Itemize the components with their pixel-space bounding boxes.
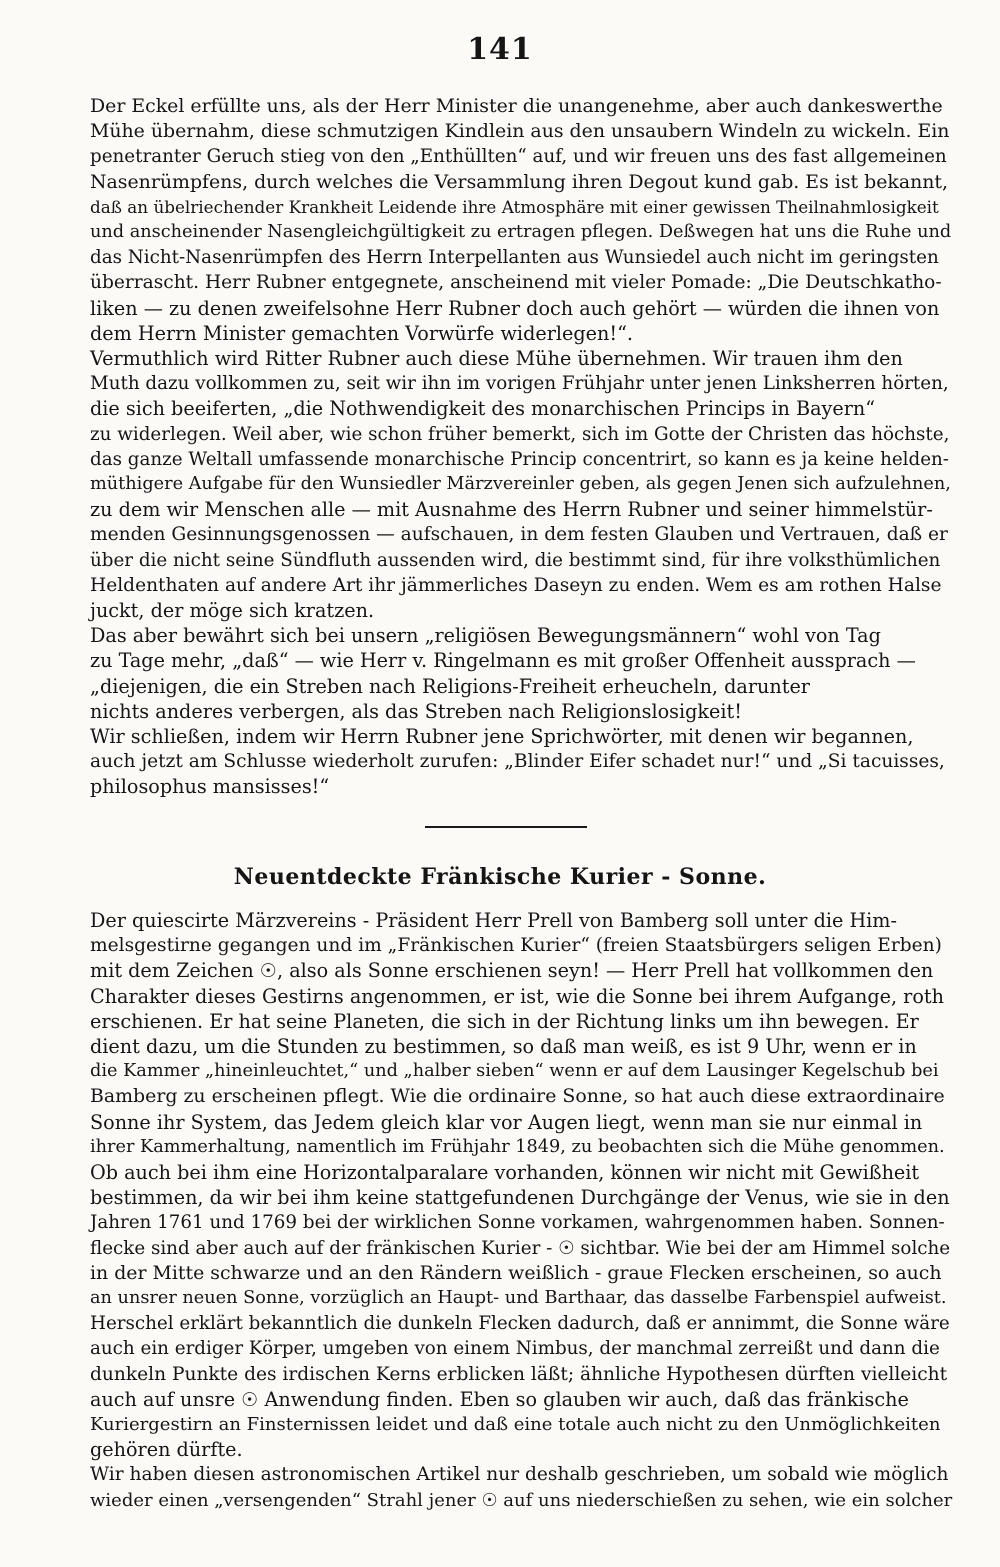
- text-line: daß an übelriechender Krankheit Leidende ihre Atmosphäre mit einer gewissen Theilnahmlosigkeit: [90, 196, 939, 217]
- text-line: müthigere Aufgabe für den Wunsiedler Märzvereinler geben, als gegen Jenen sich aufzulehnen,: [90, 474, 951, 495]
- text-line: die sich beeiferten, „die Nothwendigkeit des monarchischen Princips in Bayern“: [90, 397, 876, 421]
- text-line: Charakter dieses Gestirns angenommen, er ist, wie die Sonne bei ihrem Aufgange, roth: [90, 984, 944, 1008]
- text-line: Bamberg zu erscheinen pflegt. Wie die ordinaire Sonne, so hat auch diese extraordinaire: [90, 1085, 945, 1108]
- text-line: melsgestirne gegangen und im „Fränkischen Kurier“ (freien Staatsbürgers seligen Erben): [90, 935, 942, 957]
- text-line: flecke sind aber auch auf der fränkischen Kurier - ☉ sichtbar. Wie bei der am Himmel solche: [90, 1237, 951, 1259]
- text-line: in der Mitte schwarze und an den Rändern weißlich - graue Flecken erscheinen, so auch: [90, 1261, 942, 1284]
- text-line: Kuriergestirn an Finsternissen leidet und daß eine totale auch nicht zu den Unmöglichkeiten: [90, 1414, 941, 1436]
- text-line: mit dem Zeichen ☉, also als Sonne erschienen seyn! — Herr Prell hat vollkommen den: [90, 959, 934, 983]
- text-line: an unsrer neuen Sonne, vorzüglich an Haupt- und Barthaar, das dasselbe Farbenspiel aufweist.: [90, 1288, 947, 1309]
- text-line: dem Herrn Minister gemachten Vorwürfe widerlegen!“.: [90, 321, 633, 345]
- text-line: und anscheinender Nasengleichgültigkeit zu ertragen pflegen. Deßwegen hat uns die Ruhe und: [90, 222, 952, 243]
- text-line: Wir schließen, indem wir Herrn Rubner jene Sprichwörter, mit denen wir begannen,: [90, 725, 914, 749]
- text-line: dient dazu, um die Stunden zu bestimmen, so daß man weiß, es ist 9 Uhr, wenn er in: [90, 1035, 917, 1059]
- text-line: Der Eckel erfüllte uns, als der Herr Minister die unangenehme, aber auch dankeswerthe: [90, 95, 943, 117]
- article-satire-rubner: [90, 94, 952, 800]
- text-line: Ob auch bei ihm eine Horizontalparalare vorhanden, können wir nicht mit Gewißheit: [90, 1161, 920, 1185]
- text-line: nichts anderes verbergen, als das Streben nach Religionslosigkeit!: [90, 699, 742, 723]
- text-line: Mühe übernahm, diese schmutzigen Kindlein aus den unsaubern Windeln zu wickeln. Ein: [90, 120, 950, 143]
- section-divider: [425, 826, 587, 828]
- text-line: Herschel erklärt bekanntlich die dunkeln Flecken dadurch, daß er annimmt, die Sonne wäre: [90, 1313, 950, 1335]
- text-line: zu dem wir Menschen alle — mit Ausnahme des Herrn Rubner und seiner himmelstür-: [90, 498, 933, 522]
- text-line: gehören dürfte.: [90, 1438, 243, 1462]
- text-line: ihrer Kammerhaltung, namentlich im Frühjahr 1849, zu beobachten sich die Mühe genommen.: [90, 1136, 945, 1157]
- text-line: das ganze Weltall umfassende monarchische Princip concentrirt, so kann es ja keine helden-: [90, 448, 949, 470]
- text-line: Das aber bewährt sich bei unsern „religiösen Bewegungsmännern“ wohl von Tag: [90, 624, 881, 648]
- text-line: Sonne ihr System, das Jedem gleich klar vor Augen liegt, wenn man sie nur einmal in: [90, 1110, 923, 1134]
- text-line: Der quiescirte Märzvereins - Präsident Herr Prell von Bamberg soll unter die Him-: [90, 909, 897, 932]
- text-line: „diejenigen, die ein Streben nach Religions-Freiheit erheucheln, darunter: [90, 674, 810, 698]
- page-number: 141: [467, 32, 533, 67]
- text-line: die Kammer „hineinleuchtet,“ und „halber sieben“ wenn er auf dem Lausinger Kegelschub bei: [90, 1061, 939, 1082]
- text-line: liken — zu denen zweifelsohne Herr Rubner doch auch gehört — würden die ihnen von: [90, 296, 940, 320]
- text-line: zu widerlegen. Weil aber, wie schon früher bemerkt, sich im Gotte der Christen das höchste,: [90, 423, 950, 445]
- text-line: Wir haben diesen astronomischen Artikel nur deshalb geschrieben, um sobald wie möglich: [90, 1464, 949, 1486]
- text-line: wieder einen „versengenden“ Strahl jener ☉ auf uns niederschießen zu sehen, wie ein solcher: [90, 1489, 953, 1511]
- text-line: das Nicht-Nasenrümpfen des Herrn Interpellanten aus Wunsiedel auch nicht im geringsten: [90, 247, 939, 269]
- text-line: auch ein erdiger Körper, umgeben von einem Nimbus, der manchmal zerreißt und dann die: [90, 1338, 940, 1360]
- text-line: penetranter Geruch stieg von den „Enthüllten“ auf, und wir freuen uns des fast allgemeinen: [90, 146, 947, 168]
- text-line: dunkeln Punkte des irdischen Kerns erblicken läßt; ähnliche Hypothesen dürften vielleicht: [90, 1363, 948, 1385]
- text-line: Heldenthaten auf andere Art ihr jämmerliches Daseyn zu enden. Wem es am rothen Halse: [90, 574, 942, 596]
- text-line: Nasenrümpfens, durch welches die Versammlung ihren Degout kund gab. Es ist bekannt,: [90, 170, 949, 193]
- text-line: über die nicht seine Sündfluth aussenden wird, die bestimmt sind, für ihre volksthümlichen: [90, 549, 941, 571]
- text-line: überrascht. Herr Rubner entgegnete, anscheinend mit vieler Pomade: „Die Deutschkatho-: [90, 272, 942, 294]
- article-headline: Neuentdeckte Fränkische Kurier - Sonne.: [233, 864, 767, 890]
- text-line: menden Gesinnungsgenossen — aufschauen, in dem festen Glauben und Vertrauen, daß er: [90, 524, 948, 546]
- text-line: auch jetzt am Schlusse wiederholt zurufen: „Blinder Eifer schadet nur!“ und „Si tacuisses,: [90, 751, 945, 773]
- text-line: auch auf unsre ☉ Anwendung finden. Eben so glauben wir auch, daß das fränkische: [90, 1387, 909, 1411]
- text-line: zu Tage mehr, „daß“ — wie Herr v. Ringelmann es mit großer Offenheit aussprach —: [90, 649, 916, 673]
- text-line: Vermuthlich wird Ritter Rubner auch diese Mühe übernehmen. Wir trauen ihm den: [90, 347, 903, 371]
- text-line: Jahren 1761 und 1769 bei der wirklichen Sonne vorkamen, wahrgenommen haben. Sonnen-: [90, 1212, 945, 1234]
- article-kurier-sonne: [90, 908, 952, 1513]
- text-line: philosophus mansisses!“: [90, 775, 330, 799]
- text-line: juckt, der möge sich kratzen.: [90, 599, 375, 623]
- text-line: bestimmen, da wir bei ihm keine stattgefundenen Durchgänge der Venus, wie sie in den: [90, 1186, 950, 1210]
- text-line: erschienen. Er hat seine Planeten, die sich in der Richtung links um ihn bewegen. Er: [90, 1009, 919, 1033]
- text-line: Muth dazu vollkommen zu, seit wir ihn im vorigen Frühjahr unter jenen Linksherren hörten,: [90, 373, 949, 395]
